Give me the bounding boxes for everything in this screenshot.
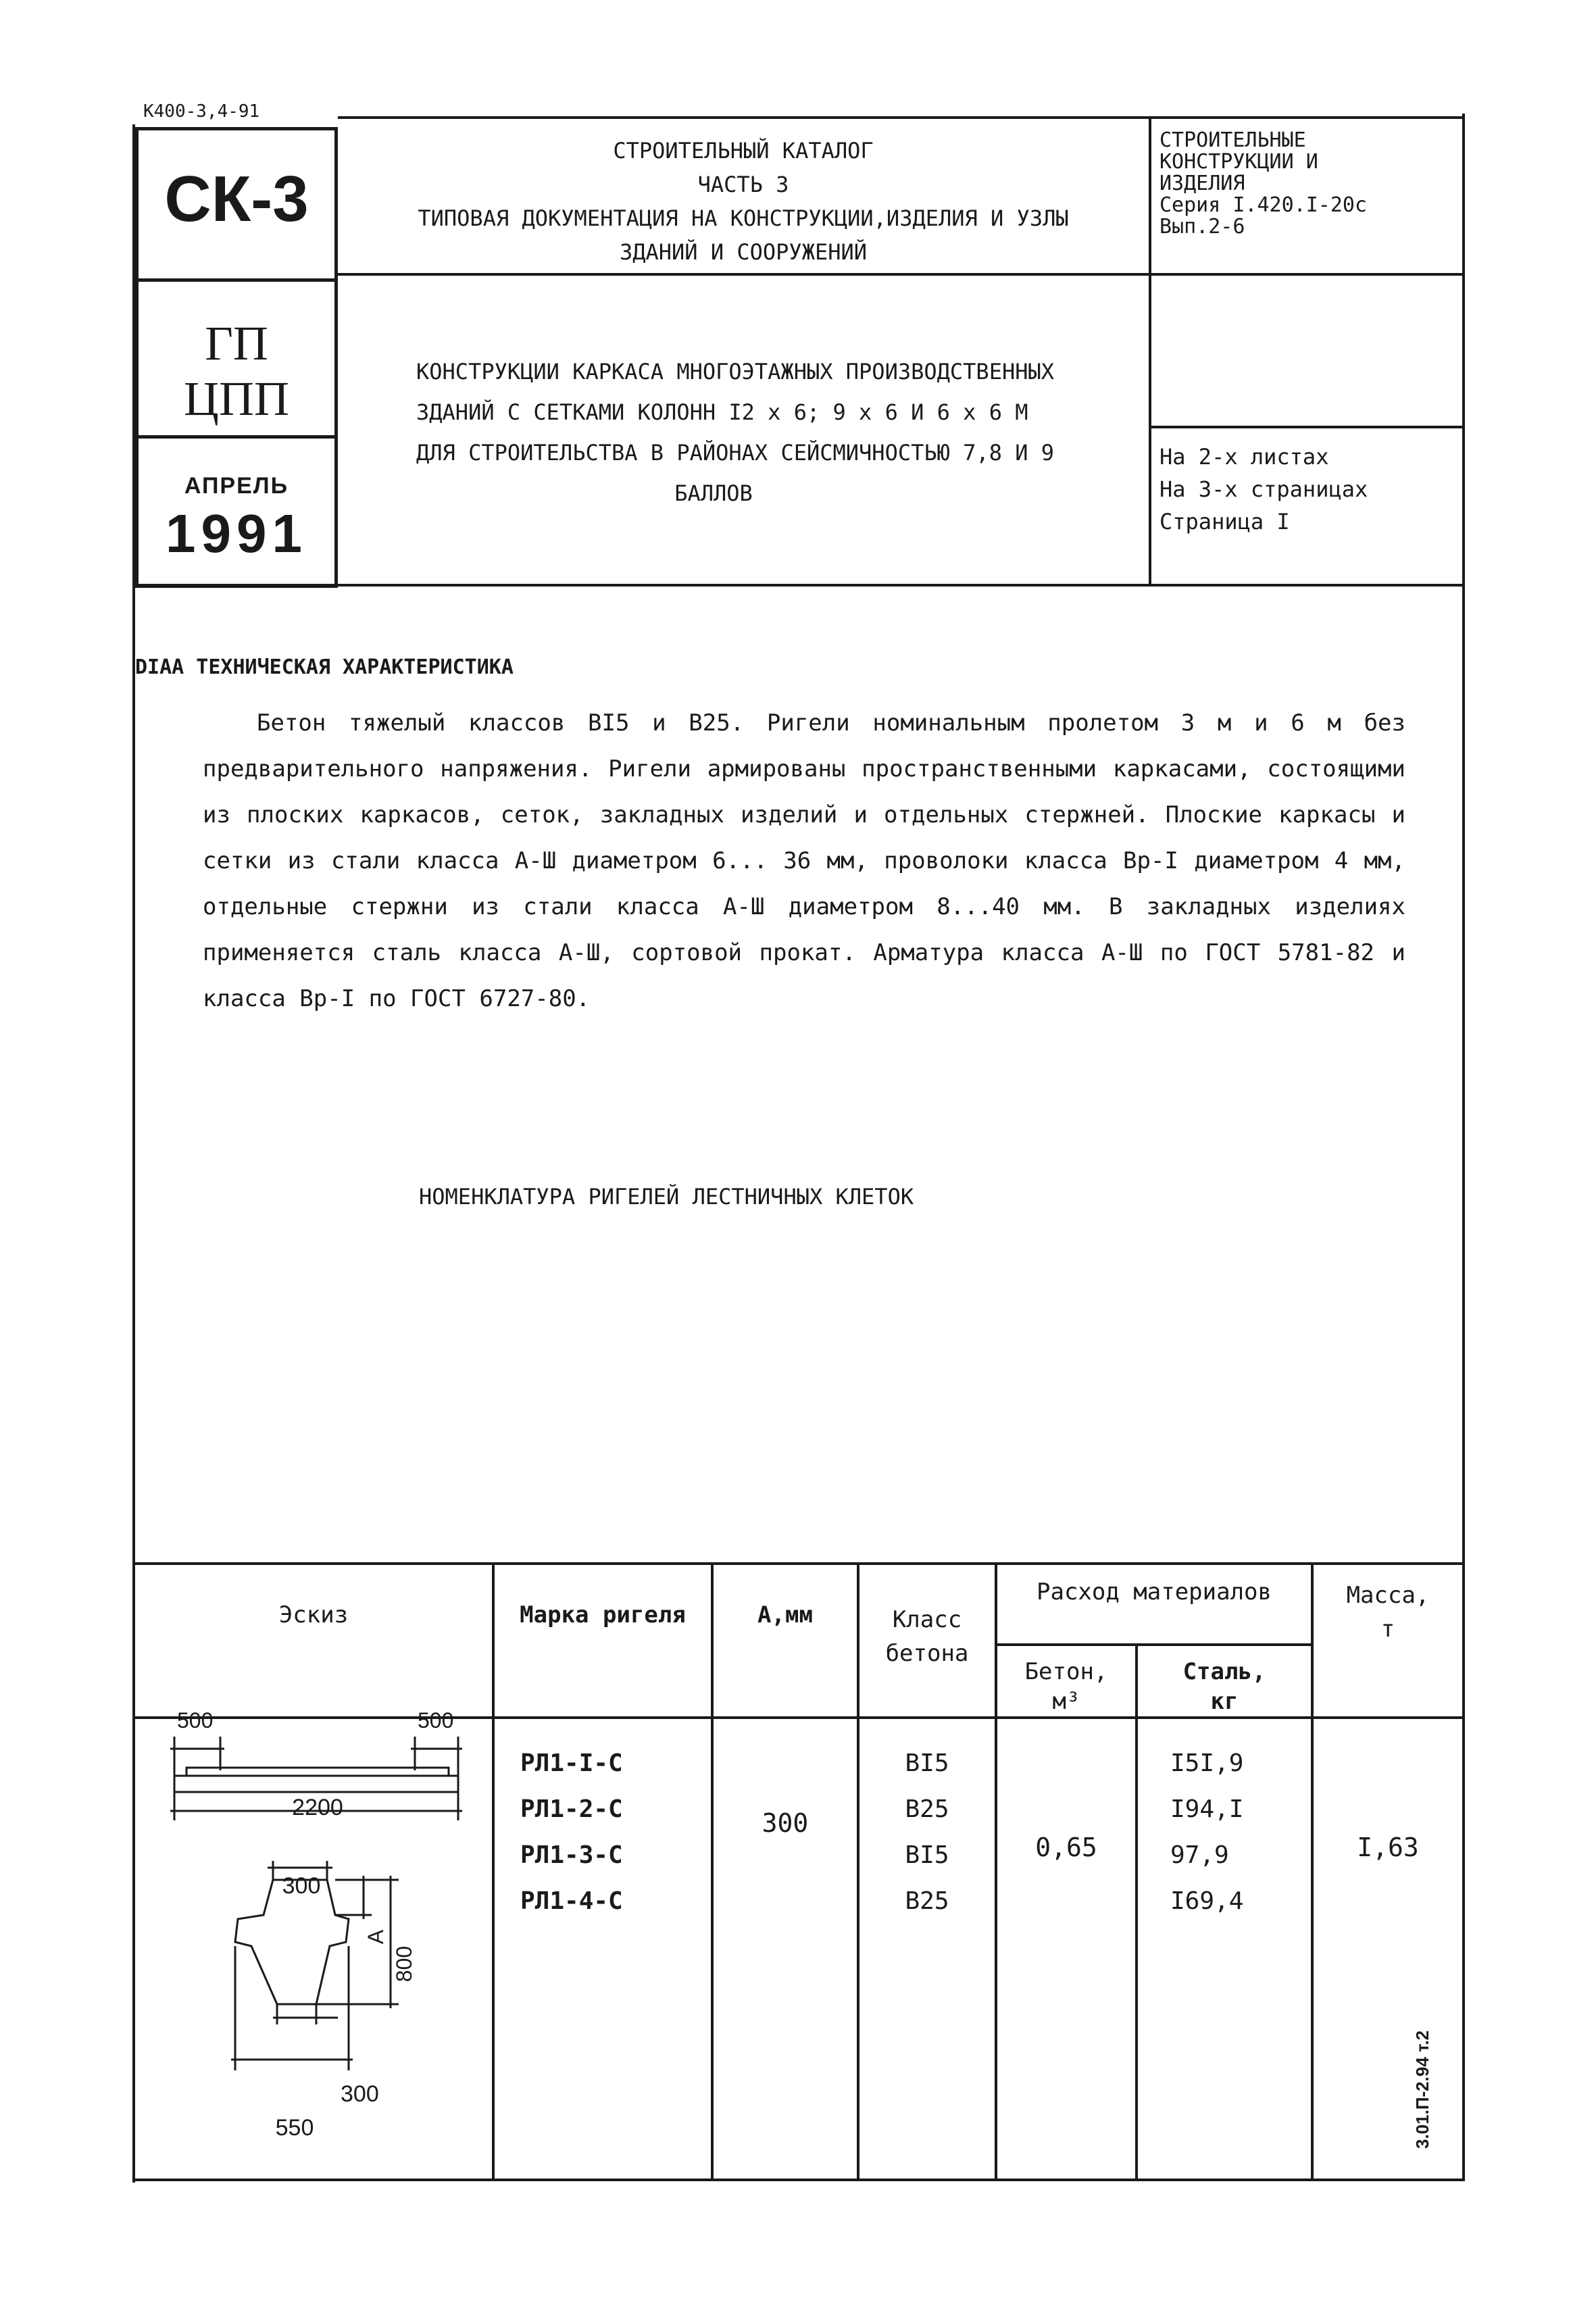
table-row: РЛ1-3-С [520, 1841, 623, 1869]
side-code: 3.01.П-2.94 т.2 [1412, 2030, 1432, 2149]
dim-label-500-left: 500 [177, 1708, 214, 1733]
series-line-1: СТРОИТЕЛЬНЫЕ [1159, 128, 1306, 152]
sk-label: СК-3 [164, 163, 309, 235]
header-class-l2: бетона [885, 1640, 969, 1667]
beam-top-outline [186, 1768, 449, 1776]
class-column [859, 1741, 995, 1924]
gp-label: ГП [205, 316, 268, 370]
header-line-1: СТРОИТЕЛЬНЫЙ КАТАЛОГ [613, 138, 874, 164]
steel-column [1170, 1741, 1243, 1924]
title-line-4: БАЛЛОВ [674, 480, 753, 506]
header-mark: Марка ригеля [520, 1601, 686, 1628]
col-line-2 [711, 1562, 714, 2179]
header-concrete-l1: Бетон, [1024, 1658, 1108, 1685]
table-cell: B25 [905, 1887, 949, 1915]
table-cell: I94,I [1170, 1795, 1244, 1823]
dim-label-a: А [364, 1929, 389, 1945]
mark-column [520, 1741, 623, 1924]
table-row: РЛ1-2-С [520, 1795, 623, 1823]
series-line-3: ИЗДЕЛИЯ [1159, 172, 1245, 195]
header-class [859, 1603, 995, 1670]
header-concrete-l2: м³ [1052, 1688, 1080, 1715]
dim-label-300-top: 300 [282, 1873, 321, 1899]
header-sketch: Эскиз [278, 1601, 349, 1628]
series-line-4: Серия I.420.I-20с [1159, 193, 1368, 217]
month-label: АПРЕЛЬ [184, 473, 289, 499]
table-row: РЛ1-I-С [520, 1749, 623, 1777]
document-title [416, 351, 1139, 514]
a-value: 300 [762, 1808, 809, 1838]
header-mass [1314, 1578, 1462, 1646]
col-line-6 [1311, 1562, 1314, 2179]
catalog-header [351, 134, 1135, 269]
dim-label-2200: 2200 [292, 1795, 343, 1820]
header-right-divider [1149, 116, 1151, 584]
col-line-1 [492, 1562, 495, 2179]
header-steel [1138, 1657, 1311, 1716]
header-concrete [997, 1657, 1135, 1716]
table-cell: I5I,9 [1170, 1749, 1244, 1777]
left-divider-1 [135, 278, 338, 282]
title-line-1: КОНСТРУКЦИИ КАРКАСА МНОГОЭТАЖНЫХ ПРОИЗВОДСТВЕННЫХ [416, 359, 1055, 384]
table-cell: I69,4 [1170, 1887, 1244, 1915]
header-divider [338, 273, 1465, 276]
series-line-2: КОНСТРУКЦИИ И [1159, 150, 1318, 174]
header-bottom [132, 584, 1465, 587]
year-label: 1991 [166, 503, 307, 564]
header-mass-l1: Масса, [1346, 1582, 1430, 1609]
beam-bottom-flange [174, 1776, 458, 1792]
tech-paragraph: Бетон тяжелый классов BI5 и B25. Ригели номинальным пролетом 3 м и 6 м без предварительного напряжения. Ригели армированы пространственными каркасами, состоящими из плоских каркасов, сеток, закладных изделий и отдельных стержней. Плоские каркасы и сетки из стали класса А-Ш диаметром 6... 36 мм, проволоки класса Bp-I диаметром 4 мм, отдельные стержни из стали класса А-Ш диаметром 8...40 мм. В закладных изделиях применяется сталь класса А-Ш, сортовой прокат. Арматура класса А-Ш по ГОСТ 5781-82 и класса Bp-I по ГОСТ 6727-80. [203, 710, 1405, 1012]
tsp-label: ЦПП [184, 372, 289, 426]
series-line-5: Вып.2-6 [1159, 215, 1245, 239]
table-cell: BI5 [905, 1841, 949, 1869]
dim-label-300-bottom: 300 [341, 2081, 379, 2107]
table-cell: 97,9 [1170, 1841, 1229, 1869]
beam-sketch [135, 1719, 492, 2172]
sheets-block [1159, 441, 1368, 538]
header-materials: Расход материалов [1037, 1578, 1272, 1605]
series-block [1159, 130, 1367, 238]
dim-label-500-right: 500 [418, 1708, 454, 1733]
col-line-4 [995, 1562, 997, 2179]
sheets-line-2: На 3-х страницах [1159, 476, 1368, 502]
header-line-4: ЗДАНИЙ И СООРУЖЕНИЙ [619, 239, 868, 265]
header-line-2: ЧАСТЬ 3 [697, 172, 789, 197]
sheets-line-1: На 2-х листах [1159, 444, 1329, 470]
header-mass-l2: т [1380, 1616, 1395, 1643]
sheets-line-3: Страница I [1159, 509, 1290, 534]
header-steel-l2: кг [1210, 1688, 1239, 1715]
mass-value: I,63 [1357, 1833, 1419, 1862]
header-line-3: ТИПОВАЯ ДОКУМЕНТАЦИЯ НА КОНСТРУКЦИИ,ИЗДЕЛИЯ И УЗЛЫ [418, 205, 1069, 231]
frame-right [1462, 114, 1465, 2179]
table-cell: B25 [905, 1795, 949, 1823]
dim-label-800: 800 [392, 1945, 417, 1983]
sheets-divider [1149, 426, 1465, 428]
col-line-5 [1135, 1643, 1138, 2179]
frame-bottom [132, 2179, 1465, 2181]
table-row: РЛ1-4-С [520, 1887, 623, 1915]
dim-label-550: 550 [275, 2115, 314, 2141]
nomenclature-heading: НОМЕНКЛАТУРА РИГЕЛЕЙ ЛЕСТНИЧНЫХ КЛЕТОК [419, 1184, 914, 1210]
title-line-3: ДЛЯ СТРОИТЕЛЬСТВА В РАЙОНАХ СЕЙСМИЧНОСТЬЮ 7,8 И 9 [416, 440, 1055, 466]
table-mid-materials [995, 1643, 1311, 1646]
title-line-2: ЗДАНИЙ С СЕТКАМИ КОЛОНН I2 х 6; 9 х 6 И 6 х 6 М [416, 399, 1028, 425]
doc-code: К400-3,4-91 [143, 101, 260, 122]
header-steel-l1: Сталь, [1182, 1658, 1266, 1685]
header-class-l1: Класс [892, 1606, 962, 1633]
table-cell: BI5 [905, 1749, 949, 1777]
header-a: А,мм [757, 1601, 813, 1628]
table-top [132, 1562, 1465, 1565]
left-divider-2 [135, 435, 338, 439]
tech-heading: DIAA ТЕХНИЧЕСКАЯ ХАРАКТЕРИСТИКА [135, 655, 514, 679]
concrete-value: 0,65 [1035, 1833, 1097, 1862]
frame-top [338, 116, 1465, 119]
